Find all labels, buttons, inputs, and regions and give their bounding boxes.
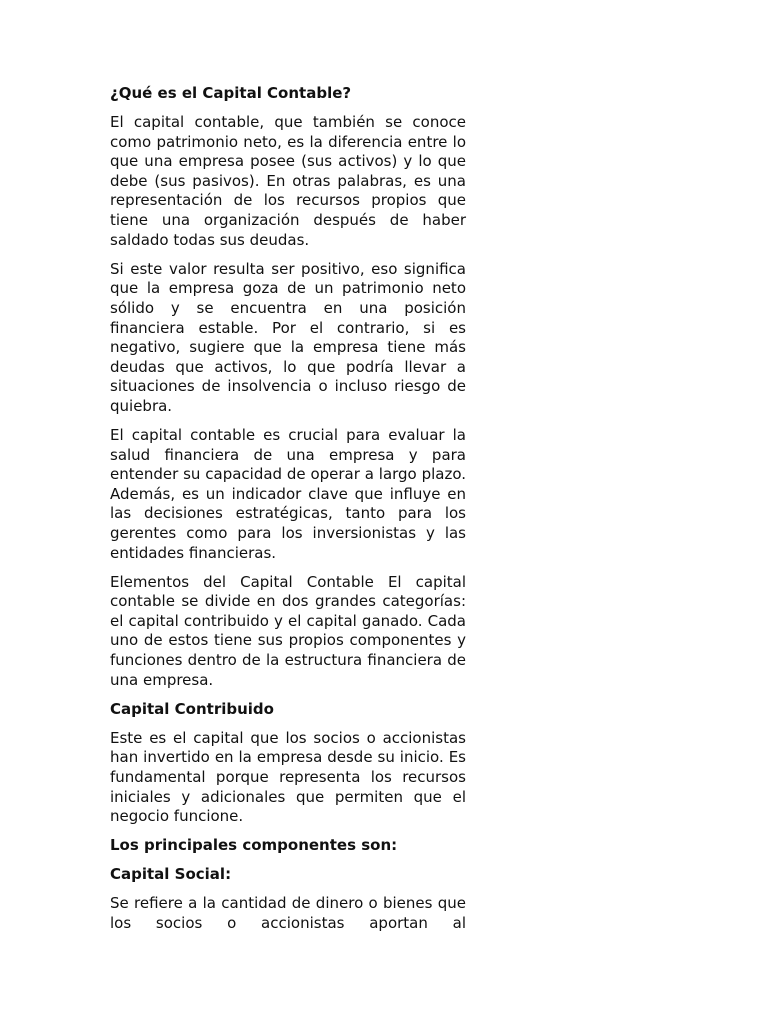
paragraph-capital-contribuido: Este es el capital que los socios o accionistas han invertido en la empresa desde su inicio. Es fundamental porque representa los recursos iniciales y adicionales que permiten que el negocio funcione. — [110, 728, 466, 826]
heading-capital-contribuido: Capital Contribuido — [110, 699, 274, 718]
heading-que-es-capital-contable: ¿Qué es el Capital Contable? — [110, 84, 352, 102]
document-page — [110, 84, 466, 943]
paragraph-capital-social: Se refiere a la cantidad de dinero o bienes que los socios o accionistas aportan al — [110, 894, 466, 933]
paragraph-valor-positivo-negativo: Si este valor resulta ser positivo, eso significa que la empresa goza de un patrimonio neto sólido y se encuentra en una posición financiera estable. Por el contrario, si es negativo, sugiere que la empresa tiene más deudas que activos, lo que podría llevar a situaciones de insolvencia o incluso riesgo de quiebra. — [110, 259, 466, 415]
paragraph-elementos: Elementos del Capital Contable El capital contable se divide en dos grandes categorías: el capital contribuido y el capital ganado. Cada uno de estos tiene sus propios componentes y funciones dentro de la estructura financiera de una empresa. — [110, 572, 466, 689]
heading-principales-componentes: Los principales componentes son: — [110, 836, 398, 855]
paragraph-importancia: El capital contable es crucial para evaluar la salud financiera de una empresa y para entender su capacidad de operar a largo plazo. Además, es un indicador clave que influye en las decisiones estratégicas, tanto para los gerentes como para los inversionistas y las entidades financieras. — [110, 426, 466, 562]
paragraph-definicion: El capital contable, que también se conoce como patrimonio neto, es la diferencia entre lo que una empresa posee (sus activos) y lo que debe (sus pasivos). En otras palabras, es una representación de los recursos propios que tiene una organización después de haber saldado todas sus deudas. — [110, 113, 466, 249]
heading-capital-social: Capital Social: — [110, 865, 232, 884]
